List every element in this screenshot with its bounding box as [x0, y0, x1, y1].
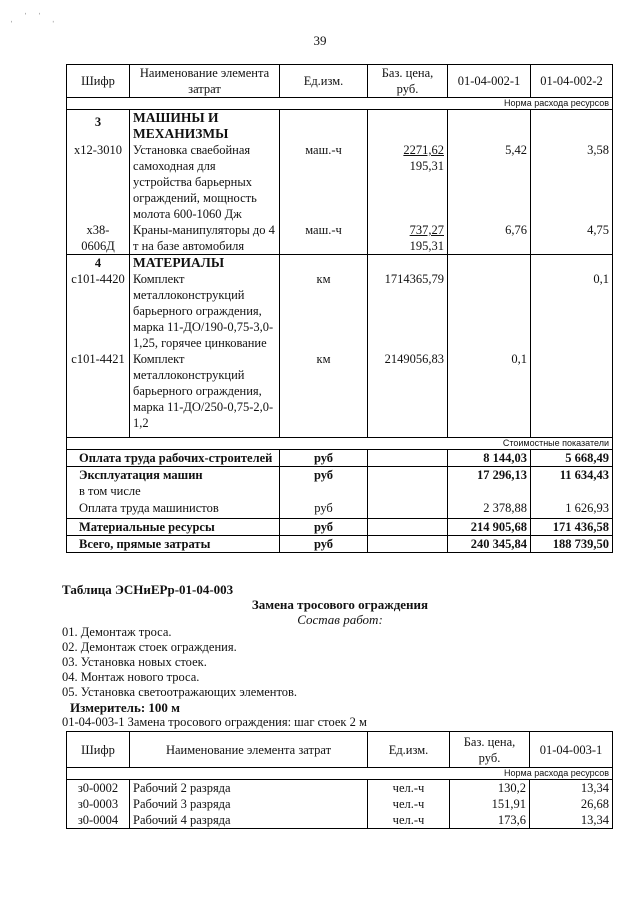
row-value-2: 3,58 [531, 142, 613, 222]
header-unit: Ед.изм. [280, 65, 368, 98]
row-value-2: 4,75 [531, 222, 613, 255]
section-heading: Замена тросового ограждения [251, 597, 429, 612]
header-code: Шифр [67, 65, 130, 98]
price-bottom: 195,31 [409, 159, 444, 173]
row-code: з0-0003 [67, 796, 130, 812]
row-price: 130,2 [450, 780, 530, 797]
work-step: 01. Демонтаж троса. [62, 625, 172, 639]
cost-value-2: 171 436,58 [531, 519, 613, 536]
cost-label: Оплата труда машинистов [67, 499, 280, 519]
cost-value-2: 11 634,43 [531, 466, 613, 483]
row-unit: маш.-ч [280, 222, 368, 255]
row-name: Комплект металлоконструкций барьерного ограждения, марка 11-ДО/250-0,75-2,0-1,2 [130, 351, 280, 437]
row-price: 1714365,79 [368, 271, 448, 351]
table-row [67, 351, 613, 437]
cost-value-2: 5 668,49 [531, 449, 613, 466]
cost-unit: руб [280, 536, 368, 553]
row-value-2 [531, 351, 613, 437]
cost-row [67, 519, 613, 536]
section-3-number: 3 [67, 110, 130, 143]
work-step: 04. Монтаж нового троса. [62, 670, 200, 684]
row-name: Рабочий 3 разряда [130, 796, 368, 812]
row-price [368, 222, 448, 255]
row-name: Рабочий 2 разряда [130, 780, 368, 797]
row-code: з0-0004 [67, 812, 130, 829]
cost-unit: руб [280, 499, 368, 519]
cost-value-2 [531, 483, 613, 499]
row-value-1: 13,34 [530, 780, 613, 797]
cost-unit: руб [280, 449, 368, 466]
cost-label: Эксплуатация машин [67, 466, 280, 483]
work-step: 02. Демонтаж стоек ограждения. [62, 640, 237, 654]
row-price: 2149056,83 [368, 351, 448, 437]
variant-title: 01-04-003-1 Замена тросового ограждения: шаг стоек 2 м [62, 715, 367, 729]
table-row [67, 142, 613, 222]
section-subheading: Состав работ: [297, 612, 383, 627]
section-3-title: МАШИНЫ И МЕХАНИЗМЫ [130, 110, 280, 143]
resource-table-01-04-002 [66, 64, 613, 553]
table-row [67, 812, 613, 829]
cost-unit: руб [280, 466, 368, 483]
row-code: з0-0002 [67, 780, 130, 797]
cost-value-1: 240 345,84 [448, 536, 531, 553]
row-name: Комплект металлоконструкций барьерного ограждения, марка 11-ДО/190-0,75-3,0-1,25, горячее цинкование [130, 271, 280, 351]
header-col-01-04-003-1: 01-04-003-1 [530, 732, 613, 768]
row-unit: чел.-ч [368, 796, 450, 812]
row-name: Рабочий 4 разряда [130, 812, 368, 829]
row-unit: км [280, 271, 368, 351]
row-code: х38-0606Д [67, 222, 130, 255]
header-unit: Ед.изм. [368, 732, 450, 768]
price-top: 737,27 [409, 223, 444, 237]
table-row [67, 780, 613, 797]
header-col-01-04-002-1: 01-04-002-1 [448, 65, 531, 98]
cost-label: Оплата труда рабочих-строителей [67, 449, 280, 466]
cost-label: Всего, прямые затраты [67, 536, 280, 553]
cost-unit: руб [280, 519, 368, 536]
row-value-1 [448, 271, 531, 351]
cost-value-1: 214 905,68 [448, 519, 531, 536]
price-bottom: 195,31 [409, 239, 444, 253]
row-unit: чел.-ч [368, 780, 450, 797]
cost-value-1: 8 144,03 [448, 449, 531, 466]
row-unit: чел.-ч [368, 812, 450, 829]
header-name: Наименование элемента затрат [130, 732, 368, 768]
work-step: 03. Установка новых стоек. [62, 655, 207, 669]
norm-label: Норма расхода ресурсов [67, 768, 613, 780]
header-price: Баз. цена, руб. [450, 732, 530, 768]
table-title: Таблица ЭСНиЕРр-01-04-003 [62, 582, 234, 597]
row-price [368, 142, 448, 222]
header-name: Наименование элемента затрат [130, 65, 280, 98]
row-name: Краны-манипуляторы до 4 т на базе автомобиля [130, 222, 280, 255]
cost-value-1: 2 378,88 [448, 499, 531, 519]
cost-indicators-label: Стоимостные показатели [67, 437, 613, 449]
row-value-2: 0,1 [531, 271, 613, 351]
row-code: х12-3010 [67, 142, 130, 222]
norm-label: Норма расхода ресурсов [67, 98, 613, 110]
cost-label: Материальные ресурсы [67, 519, 280, 536]
row-price: 173,6 [450, 812, 530, 829]
row-unit: маш.-ч [280, 142, 368, 222]
header-code: Шифр [67, 732, 130, 768]
section-4-title: МАТЕРИАЛЫ [130, 255, 280, 272]
row-value-1: 26,68 [530, 796, 613, 812]
scan-corner-marks: ˌ ˈ ˈ ˌ [10, 12, 59, 23]
row-value-1: 0,1 [448, 351, 531, 437]
cost-value-2: 188 739,50 [531, 536, 613, 553]
section-4-number: 4 [67, 255, 130, 272]
work-steps-list [62, 625, 297, 700]
row-code: с101-4421 [67, 351, 130, 437]
row-value-1: 5,42 [448, 142, 531, 222]
header-col-01-04-002-2: 01-04-002-2 [531, 65, 613, 98]
page-number: 39 [313, 33, 327, 48]
cost-row [67, 449, 613, 466]
header-price: Баз. цена, руб. [368, 65, 448, 98]
row-value-1: 13,34 [530, 812, 613, 829]
price-top: 2271,62 [403, 143, 444, 157]
cost-row [67, 466, 613, 483]
row-name: Установка сваебойная самоходная для устройства барьерных ограждений, мощность молота 600-1060 Дж [130, 142, 280, 222]
work-step: 05. Установка светоотражающих элементов. [62, 685, 298, 699]
cost-value-1 [448, 483, 531, 499]
cost-row [67, 536, 613, 553]
table-row [67, 222, 613, 255]
cost-value-1: 17 296,13 [448, 466, 531, 483]
resource-table-01-04-003 [66, 731, 613, 829]
cost-unit [280, 483, 368, 499]
cost-row [67, 483, 613, 499]
measure-unit: Измеритель: 100 м [70, 700, 181, 715]
cost-row [67, 499, 613, 519]
row-code: с101-4420 [67, 271, 130, 351]
table-row [67, 796, 613, 812]
table-row [67, 271, 613, 351]
cost-value-2: 1 626,93 [531, 499, 613, 519]
row-value-1: 6,76 [448, 222, 531, 255]
row-price: 151,91 [450, 796, 530, 812]
cost-label: в том числе [67, 483, 280, 499]
row-unit: км [280, 351, 368, 437]
